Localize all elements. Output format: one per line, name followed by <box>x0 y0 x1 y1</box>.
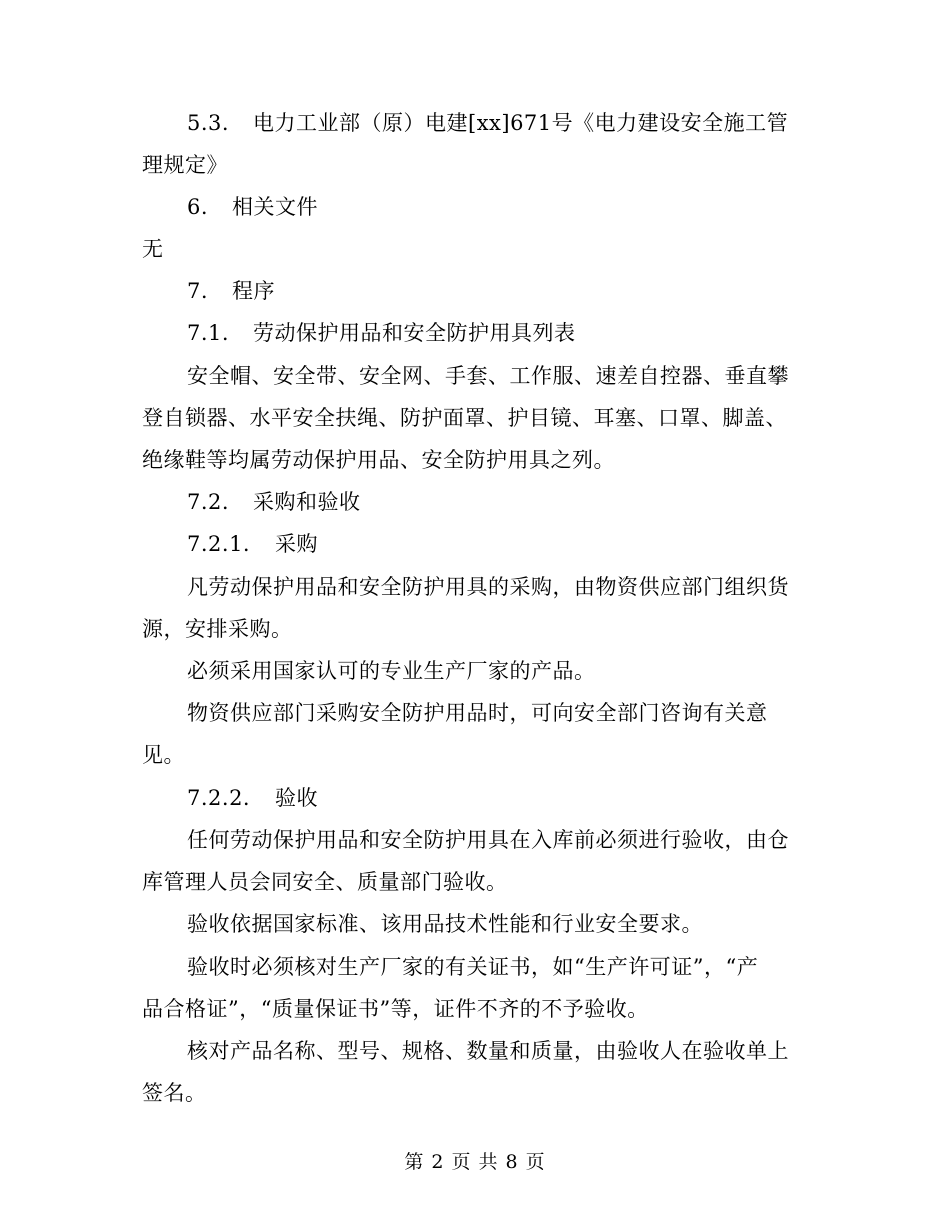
paragraph-line: 物资供应部门采购安全防护用品时，可向安全部门咨询有关意 <box>187 701 768 725</box>
paragraph-line: 库管理人员会同安全、质量部门验收。 <box>142 870 508 894</box>
section-title: 验收 <box>275 786 318 810</box>
paragraph-line: 登自锁器、水平安全扶绳、防护面罩、护目镜、耳塞、口罩、脚盖、 <box>142 406 787 430</box>
section-title: 采购 <box>275 532 318 556</box>
section-number: 6. <box>187 195 209 219</box>
section-7-2-2-heading <box>187 785 318 811</box>
paragraph-line: 必须采用国家认可的专业生产厂家的产品。 <box>187 659 596 683</box>
section-title: 劳动保护用品和安全防护用具列表 <box>253 321 576 345</box>
section-number: 7.2. <box>187 490 230 514</box>
section-5-3 <box>187 110 788 136</box>
section-title: 采购和验收 <box>253 490 361 514</box>
paragraph-line: 安全帽、安全带、安全网、手套、工作服、速差自控器、垂直攀 <box>187 364 789 388</box>
paragraph-line: 验收依据国家标准、该用品技术性能和行业安全要求。 <box>187 912 703 936</box>
section-title: 相关文件 <box>232 195 318 219</box>
section-text: 电力工业部（原）电建[xx]671号《电力建设安全施工管 <box>253 111 789 135</box>
paragraph-line: 品合格证”，“质量保证书”等，证件不齐的不予验收。 <box>142 997 649 1021</box>
section-title: 程序 <box>232 279 275 303</box>
section-number: 7. <box>187 279 209 303</box>
section-6-heading <box>187 194 318 220</box>
paragraph-line: 凡劳动保护用品和安全防护用具的采购，由物资供应部门组织货 <box>187 575 789 599</box>
section-7-2-heading <box>187 489 361 515</box>
section-7-heading <box>187 278 275 304</box>
section-7-2-1-heading <box>187 531 318 557</box>
paragraph-line: 绝缘鞋等均属劳动保护用品、安全防护用具之列。 <box>142 448 615 472</box>
page-footer: 第 2 页 共 8 页 <box>404 1151 546 1173</box>
paragraph-line: 核对产品名称、型号、规格、数量和质量，由验收人在验收单上 <box>187 1039 789 1063</box>
paragraph-line: 任何劳动保护用品和安全防护用具在入库前必须进行验收，由仓 <box>187 828 789 852</box>
section-number: 7.1. <box>187 321 230 345</box>
paragraph-line: 见。 <box>142 743 185 767</box>
paragraph-line: 验收时必须核对生产厂家的有关证书，如“生产许可证”，“产 <box>187 955 759 979</box>
section-number: 7.2.1. <box>187 532 251 556</box>
paragraph-line: 签名。 <box>142 1081 207 1105</box>
paragraph-line: 理规定》 <box>142 153 228 177</box>
paragraph-line: 无 <box>142 237 164 261</box>
section-7-1-heading <box>187 320 576 346</box>
section-number: 7.2.2. <box>187 786 251 810</box>
section-number: 5.3. <box>187 111 230 135</box>
paragraph-line: 源，安排采购。 <box>142 617 293 641</box>
